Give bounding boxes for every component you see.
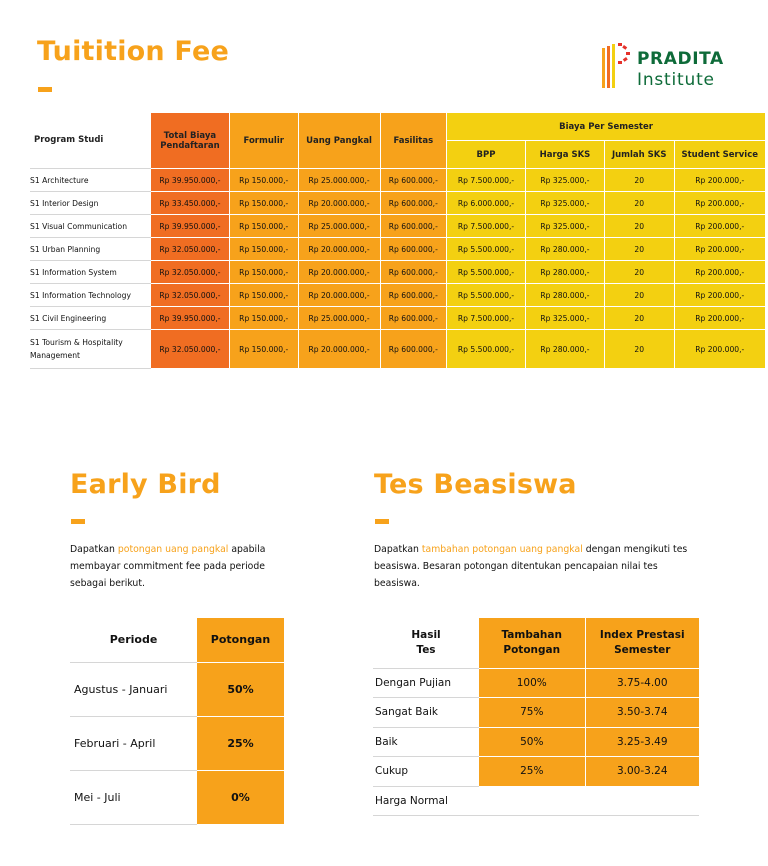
student-service-cell: Rp 200.000,- (674, 330, 765, 369)
tes-beasiswa-dash (375, 519, 389, 524)
formulir-cell: Rp 150.000,- (229, 307, 298, 330)
table-row (30, 261, 766, 284)
header-tambahan-line1: Tambahan (501, 628, 562, 641)
tambahan-potongan-cell: 100% (479, 668, 585, 698)
program-name-line2: Management (30, 351, 81, 360)
student-service-cell: Rp 200.000,- (674, 307, 765, 330)
table-row (70, 716, 284, 770)
formulir-cell: Rp 150.000,- (229, 192, 298, 215)
logo-text-pradita: PRADITA (637, 49, 724, 69)
bpp-cell: Rp 5.500.000,- (447, 261, 526, 284)
harga-sks-cell: Rp 325.000,- (525, 215, 604, 238)
table-row (30, 215, 766, 238)
formulir-cell: Rp 150.000,- (229, 238, 298, 261)
header-index-line2: Semester (614, 643, 671, 656)
hasil-cell: Cukup (373, 757, 479, 787)
header-index-prestasi (585, 618, 699, 668)
tes-beasiswa-text-line3: beasiswa. (374, 578, 420, 589)
program-name: S1 Civil Engineering (30, 307, 151, 330)
table-row (30, 169, 766, 192)
header-hasil-line2: Tes (416, 643, 436, 656)
logo-text-institute: Institute (637, 70, 715, 90)
program-name: S1 Interior Design (30, 192, 151, 215)
uang-pangkal-cell: Rp 20.000.000,- (298, 261, 380, 284)
early-bird-description (70, 541, 290, 592)
table-row (373, 727, 699, 757)
table-row (373, 757, 699, 787)
student-service-cell: Rp 200.000,- (674, 169, 765, 192)
program-name: S1 Architecture (30, 169, 151, 192)
jumlah-sks-cell: 20 (604, 169, 674, 192)
header-tambahan-potongan (479, 618, 585, 668)
fasilitas-cell: Rp 600.000,- (380, 238, 446, 261)
harga-sks-cell: Rp 280.000,- (525, 284, 604, 307)
bpp-cell: Rp 5.500.000,- (447, 330, 526, 369)
bpp-cell: Rp 6.000.000,- (447, 192, 526, 215)
harga-sks-cell: Rp 280.000,- (525, 261, 604, 284)
header-uang-pangkal: Uang Pangkal (298, 113, 380, 169)
student-service-cell: Rp 200.000,- (674, 192, 765, 215)
harga-sks-cell: Rp 325.000,- (525, 192, 604, 215)
tambahan-potongan-cell: 25% (479, 757, 585, 787)
total-biaya-cell: Rp 39.950.000,- (151, 169, 230, 192)
formulir-cell: Rp 150.000,- (229, 330, 298, 369)
table-row (30, 238, 766, 261)
program-name: S1 Information Technology (30, 284, 151, 307)
total-biaya-cell: Rp 32.050.000,- (151, 330, 230, 369)
bpp-cell: Rp 5.500.000,- (447, 238, 526, 261)
student-service-cell: Rp 200.000,- (674, 238, 765, 261)
header-potongan: Potongan (197, 618, 284, 662)
hasil-cell: Baik (373, 727, 479, 757)
total-biaya-cell: Rp 39.950.000,- (151, 307, 230, 330)
uang-pangkal-cell: Rp 25.000.000,- (298, 169, 380, 192)
tes-beasiswa-table (373, 618, 699, 816)
hasil-cell: Sangat Baik (373, 698, 479, 728)
table-row (373, 698, 699, 728)
header-total-line1: Total Biaya (163, 130, 217, 141)
early-bird-dash (71, 519, 85, 524)
fasilitas-cell: Rp 600.000,- (380, 330, 446, 369)
formulir-cell: Rp 150.000,- (229, 284, 298, 307)
total-biaya-cell: Rp 32.050.000,- (151, 284, 230, 307)
tes-beasiswa-text-highlight: tambahan potongan uang pangkal (421, 544, 583, 555)
uang-pangkal-cell: Rp 20.000.000,- (298, 238, 380, 261)
tes-beasiswa-text-pre: Dapatkan (374, 544, 422, 555)
bpp-cell: Rp 5.500.000,- (447, 284, 526, 307)
jumlah-sks-cell: 20 (604, 261, 674, 284)
total-biaya-cell: Rp 39.950.000,- (151, 215, 230, 238)
fasilitas-cell: Rp 600.000,- (380, 261, 446, 284)
early-bird-text-highlight: potongan uang pangkal (117, 544, 229, 555)
uang-pangkal-cell: Rp 20.000.000,- (298, 284, 380, 307)
bpp-cell: Rp 7.500.000,- (447, 215, 526, 238)
header-tambahan-line2: Potongan (503, 643, 561, 656)
header-biaya-per-semester: Biaya Per Semester (447, 113, 766, 141)
program-name (30, 330, 151, 369)
header-jumlah-sks: Jumlah SKS (604, 141, 674, 169)
header-harga-sks: Harga SKS (525, 141, 604, 169)
pradita-logo (600, 40, 740, 92)
early-bird-title: Early Bird (70, 469, 221, 500)
tuition-table (30, 112, 766, 369)
jumlah-sks-cell: 20 (604, 330, 674, 369)
formulir-cell: Rp 150.000,- (229, 215, 298, 238)
tes-beasiswa-title: Tes Beasiswa (374, 469, 577, 500)
tambahan-potongan-cell: 75% (479, 698, 585, 728)
total-biaya-cell: Rp 33.450.000,- (151, 192, 230, 215)
early-bird-text-pre: Dapatkan (70, 544, 118, 555)
header-bpp: BPP (447, 141, 526, 169)
fasilitas-cell: Rp 600.000,- (380, 169, 446, 192)
periode-cell: Agustus - Januari (70, 662, 197, 716)
table-row (373, 668, 699, 698)
harga-sks-cell: Rp 325.000,- (525, 307, 604, 330)
jumlah-sks-cell: 20 (604, 307, 674, 330)
periode-cell: Februari - April (70, 716, 197, 770)
tes-beasiswa-text-post: dengan mengikuti tes (582, 544, 688, 555)
formulir-cell: Rp 150.000,- (229, 261, 298, 284)
early-bird-text-post: apabila (228, 544, 266, 555)
total-biaya-cell: Rp 32.050.000,- (151, 261, 230, 284)
index-prestasi-cell (585, 786, 699, 816)
header-fasilitas: Fasilitas (380, 113, 446, 169)
header-hasil-tes (373, 618, 479, 668)
header-total-line2: Pendaftaran (160, 140, 220, 151)
harga-sks-cell: Rp 280.000,- (525, 330, 604, 369)
periode-cell: Mei - Juli (70, 770, 197, 824)
table-row (373, 786, 699, 816)
table-row (30, 307, 766, 330)
total-biaya-cell: Rp 32.050.000,- (151, 238, 230, 261)
fasilitas-cell: Rp 600.000,- (380, 192, 446, 215)
header-hasil-line1: Hasil (411, 628, 441, 641)
program-name: S1 Visual Communication (30, 215, 151, 238)
fasilitas-cell: Rp 600.000,- (380, 307, 446, 330)
hasil-cell: Dengan Pujian (373, 668, 479, 698)
bpp-cell: Rp 7.500.000,- (447, 169, 526, 192)
hasil-cell: Harga Normal (373, 786, 479, 816)
early-bird-text-line2: membayar commitment fee pada periode (70, 561, 265, 572)
student-service-cell: Rp 200.000,- (674, 215, 765, 238)
table-row (70, 770, 284, 824)
uang-pangkal-cell: Rp 20.000.000,- (298, 192, 380, 215)
jumlah-sks-cell: 20 (604, 215, 674, 238)
early-bird-table (70, 618, 284, 825)
tambahan-potongan-cell (479, 786, 585, 816)
index-prestasi-cell: 3.75-4.00 (585, 668, 699, 698)
header-total-biaya (151, 113, 230, 169)
table-row (30, 284, 766, 307)
program-name: S1 Urban Planning (30, 238, 151, 261)
uang-pangkal-cell: Rp 25.000.000,- (298, 307, 380, 330)
jumlah-sks-cell: 20 (604, 238, 674, 261)
potongan-cell: 25% (197, 716, 284, 770)
table-row (70, 662, 284, 716)
potongan-cell: 50% (197, 662, 284, 716)
tambahan-potongan-cell: 50% (479, 727, 585, 757)
program-name: S1 Information System (30, 261, 151, 284)
title-dash (38, 87, 52, 92)
uang-pangkal-cell: Rp 20.000.000,- (298, 330, 380, 369)
uang-pangkal-cell: Rp 25.000.000,- (298, 215, 380, 238)
potongan-cell: 0% (197, 770, 284, 824)
harga-sks-cell: Rp 325.000,- (525, 169, 604, 192)
table-row (30, 192, 766, 215)
program-name-line1: S1 Tourism & Hospitality (30, 338, 123, 347)
header-periode: Periode (70, 618, 197, 662)
index-prestasi-cell: 3.00-3.24 (585, 757, 699, 787)
student-service-cell: Rp 200.000,- (674, 261, 765, 284)
bpp-cell: Rp 7.500.000,- (447, 307, 526, 330)
header-formulir: Formulir (229, 113, 298, 169)
index-prestasi-cell: 3.50-3.74 (585, 698, 699, 728)
fasilitas-cell: Rp 600.000,- (380, 284, 446, 307)
pradita-logo-mark-icon (600, 40, 634, 92)
header-index-line1: Index Prestasi (599, 628, 685, 641)
tes-beasiswa-description (374, 541, 714, 592)
index-prestasi-cell: 3.25-3.49 (585, 727, 699, 757)
tes-beasiswa-text-line2: beasiswa. Besaran potongan ditentukan pencapaian nilai tes (374, 561, 658, 572)
header-student-service: Student Service (674, 141, 765, 169)
formulir-cell: Rp 150.000,- (229, 169, 298, 192)
fasilitas-cell: Rp 600.000,- (380, 215, 446, 238)
jumlah-sks-cell: 20 (604, 284, 674, 307)
header-program-studi: Program Studi (30, 113, 151, 169)
page-title: Tuitition Fee (37, 36, 229, 67)
student-service-cell: Rp 200.000,- (674, 284, 765, 307)
table-row (30, 330, 766, 369)
jumlah-sks-cell: 20 (604, 192, 674, 215)
harga-sks-cell: Rp 280.000,- (525, 238, 604, 261)
early-bird-text-line3: sebagai berikut. (70, 578, 145, 589)
